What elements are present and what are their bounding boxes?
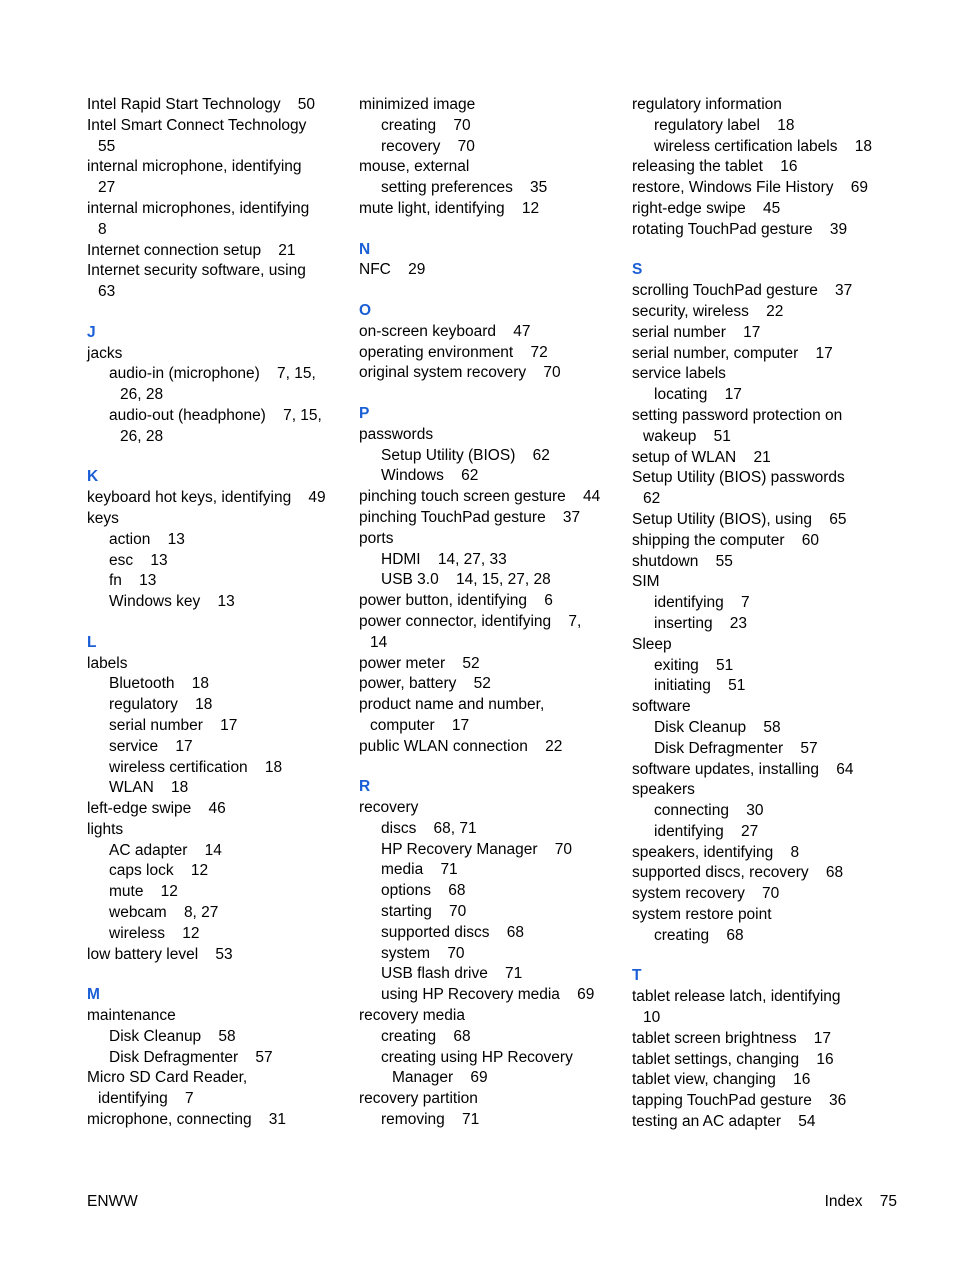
index-letter-heading: N	[359, 240, 371, 258]
index-entry: computer 17	[370, 716, 470, 734]
index-subentry: Windows key 13	[109, 593, 235, 611]
index-entry: shutdown 55	[632, 552, 733, 570]
index-subentry: identifying 7	[654, 594, 750, 612]
index-subentry: system 70	[381, 944, 465, 962]
index-entry: releasing the tablet 16	[632, 158, 798, 176]
index-column-1	[87, 95, 337, 1131]
index-entry: internal microphones, identifying	[87, 199, 310, 217]
index-entry: testing an AC adapter 54	[632, 1113, 816, 1131]
index-entry: tablet view, changing 16	[632, 1071, 811, 1089]
index-entry: 8	[98, 220, 107, 238]
index-entry: public WLAN connection 22	[359, 737, 563, 755]
index-letter-heading: J	[87, 323, 96, 341]
index-entry: Setup Utility (BIOS), using 65	[632, 510, 847, 528]
index-letter-heading: K	[87, 468, 99, 486]
index-entry: mute light, identifying 12	[359, 199, 540, 217]
index-entry: power connector, identifying 7,	[359, 612, 582, 630]
index-entry: setup of WLAN 21	[632, 448, 771, 466]
index-subentry: setting preferences 35	[381, 179, 548, 197]
index-subentry: esc 13	[109, 551, 168, 569]
index-entry: on-screen keyboard 47	[359, 322, 531, 340]
index-entry: recovery media	[359, 1007, 465, 1025]
index-entry: 14	[370, 633, 388, 651]
index-entry: left-edge swipe 46	[87, 800, 226, 818]
index-entry: tablet screen brightness 17	[632, 1029, 832, 1047]
index-entry: maintenance	[87, 1007, 176, 1025]
index-subentry: Bluetooth 18	[109, 675, 209, 693]
index-entry: regulatory information	[632, 96, 782, 113]
index-entry: wakeup 51	[643, 427, 731, 445]
index-entry: right-edge swipe 45	[632, 199, 781, 217]
index-letter-heading: O	[359, 301, 372, 319]
index-entry: pinching touch screen gesture 44	[359, 488, 601, 506]
index-subentry: service 17	[109, 737, 193, 755]
index-subentry: HDMI 14, 27, 33	[381, 550, 507, 568]
index-subentry: recovery 70	[381, 137, 475, 155]
index-subentry: wireless certification labels 18	[654, 137, 872, 155]
index-subentry: removing 71	[381, 1111, 480, 1129]
index-subentry: Disk Cleanup 58	[654, 718, 781, 736]
index-entry: recovery partition	[359, 1090, 478, 1108]
index-subentry: Disk Cleanup 58	[109, 1027, 236, 1045]
index-subentry: supported discs 68	[381, 923, 525, 941]
index-letter-heading: S	[632, 261, 643, 279]
index-subentry: wireless certification 18	[109, 758, 283, 776]
index-subentry: mute 12	[109, 883, 178, 901]
index-entry: NFC 29	[359, 261, 426, 279]
index-subentry: 26, 28	[120, 386, 164, 404]
index-entry: supported discs, recovery 68	[632, 864, 844, 882]
index-entry: power button, identifying 6	[359, 592, 553, 610]
index-subentry: USB flash drive 71	[381, 965, 523, 983]
index-subentry: Manager 69	[392, 1069, 488, 1087]
index-entry: shipping the computer 60	[632, 531, 819, 549]
index-subentry: caps lock 12	[109, 862, 209, 880]
index-entry: power, battery 52	[359, 675, 491, 693]
index-entry: microphone, connecting 31	[87, 1111, 287, 1129]
index-entry: Sleep	[632, 635, 672, 653]
index-subentry: inserting 23	[654, 614, 748, 632]
index-entry: operating environment 72	[359, 343, 548, 361]
index-entry: software updates, installing 64	[632, 760, 854, 778]
index-entry: scrolling TouchPad gesture 37	[632, 282, 853, 300]
index-letter-heading: R	[359, 778, 371, 796]
index-subentry: media 71	[381, 861, 458, 879]
index-subentry: creating 68	[381, 1027, 471, 1045]
index-entry: Micro SD Card Reader,	[87, 1069, 248, 1087]
index-subentry: identifying 27	[654, 822, 759, 840]
index-entry: system recovery 70	[632, 885, 780, 903]
index-entry: internal microphone, identifying	[87, 158, 302, 176]
index-entry: power meter 52	[359, 654, 480, 672]
index-entry: serial number 17	[632, 323, 761, 341]
index-entry: labels	[87, 654, 128, 672]
index-entry: low battery level 53	[87, 945, 233, 963]
index-entry: rotating TouchPad gesture 39	[632, 220, 848, 238]
index-subentry: regulatory 18	[109, 696, 213, 714]
index-letter-heading: M	[87, 986, 100, 1004]
index-entry: mouse, external	[359, 158, 470, 176]
index-subentry: Disk Defragmenter 57	[109, 1048, 273, 1066]
index-column-3	[632, 95, 882, 1133]
index-entry: Intel Rapid Start Technology 50	[87, 96, 316, 113]
index-entry: 27	[98, 179, 116, 197]
index-entry: 55	[98, 137, 116, 155]
index-subentry: Disk Defragmenter 57	[654, 739, 818, 757]
index-entry: system restore point	[632, 906, 772, 924]
index-subentry: locating 17	[654, 386, 742, 404]
index-entry: 63	[98, 283, 116, 301]
index-entry: tablet settings, changing 16	[632, 1050, 834, 1068]
index-subentry: 26, 28	[120, 427, 164, 445]
index-subentry: Windows 62	[381, 467, 479, 485]
index-subentry: audio-out (headphone) 7, 15,	[109, 406, 322, 424]
index-entry: ports	[359, 529, 394, 547]
index-entry: Internet connection setup 21	[87, 241, 296, 259]
index-entry: Intel Smart Connect Technology	[87, 116, 307, 134]
index-entry: lights	[87, 820, 124, 838]
index-subentry: serial number 17	[109, 716, 238, 734]
index-entry: product name and number,	[359, 696, 545, 714]
index-subentry: regulatory label 18	[654, 116, 795, 134]
index-entry: 10	[643, 1009, 661, 1027]
index-entry: speakers	[632, 781, 695, 799]
footer-left-label: ENWW	[87, 1193, 138, 1210]
index-subentry: audio-in (microphone) 7, 15,	[109, 365, 316, 383]
index-entry: passwords	[359, 425, 434, 443]
index-entry: keys	[87, 509, 119, 527]
index-subentry: exiting 51	[654, 656, 734, 674]
index-subentry: using HP Recovery media 69	[381, 986, 595, 1004]
index-subentry: Setup Utility (BIOS) 62	[381, 446, 550, 464]
index-subentry: HP Recovery Manager 70	[381, 840, 572, 858]
index-entry: Internet security software, using	[87, 262, 306, 280]
index-entry: 62	[643, 490, 661, 508]
index-subentry: discs 68, 71	[381, 819, 477, 837]
index-entry: speakers, identifying 8	[632, 843, 800, 861]
index-subentry: wireless 12	[109, 924, 200, 942]
index-subentry: creating using HP Recovery	[381, 1048, 573, 1066]
index-entry: tapping TouchPad gesture 36	[632, 1092, 847, 1110]
index-entry: SIM	[632, 573, 660, 591]
index-subentry: AC adapter 14	[109, 841, 222, 859]
index-entry: original system recovery 70	[359, 364, 561, 382]
index-letter-heading: L	[87, 633, 97, 651]
index-entry: keyboard hot keys, identifying 49	[87, 489, 326, 507]
index-subentry: fn 13	[109, 572, 157, 590]
index-subentry: webcam 8, 27	[109, 904, 219, 922]
index-entry: Setup Utility (BIOS) passwords	[632, 469, 845, 487]
index-entry: tablet release latch, identifying	[632, 988, 841, 1006]
index-entry: setting password protection on	[632, 406, 843, 424]
index-entry: security, wireless 22	[632, 302, 784, 320]
index-entry: serial number, computer 17	[632, 344, 833, 362]
index-subentry: action 13	[109, 530, 185, 548]
index-entry: restore, Windows File History 69	[632, 179, 869, 197]
index-subentry: options 68	[381, 882, 466, 900]
index-entry: service labels	[632, 365, 726, 383]
index-entry: software	[632, 698, 691, 716]
index-subentry: starting 70	[381, 903, 467, 921]
index-entry: recovery	[359, 799, 419, 817]
index-subentry: initiating 51	[654, 677, 746, 695]
index-entry: jacks	[87, 344, 123, 362]
index-letter-heading: T	[632, 967, 642, 985]
index-entry: identifying 7	[98, 1090, 194, 1108]
index-entry: pinching TouchPad gesture 37	[359, 508, 581, 526]
index-entry: minimized image	[359, 96, 476, 113]
index-subentry: USB 3.0 14, 15, 27, 28	[381, 571, 551, 589]
footer-page-number: Index 75	[824, 1193, 897, 1210]
index-letter-heading: P	[359, 404, 370, 422]
index-subentry: creating 70	[381, 116, 471, 134]
index-subentry: creating 68	[654, 926, 744, 944]
index-subentry: WLAN 18	[109, 779, 189, 797]
index-subentry: connecting 30	[654, 802, 764, 820]
index-column-2	[359, 95, 609, 1131]
